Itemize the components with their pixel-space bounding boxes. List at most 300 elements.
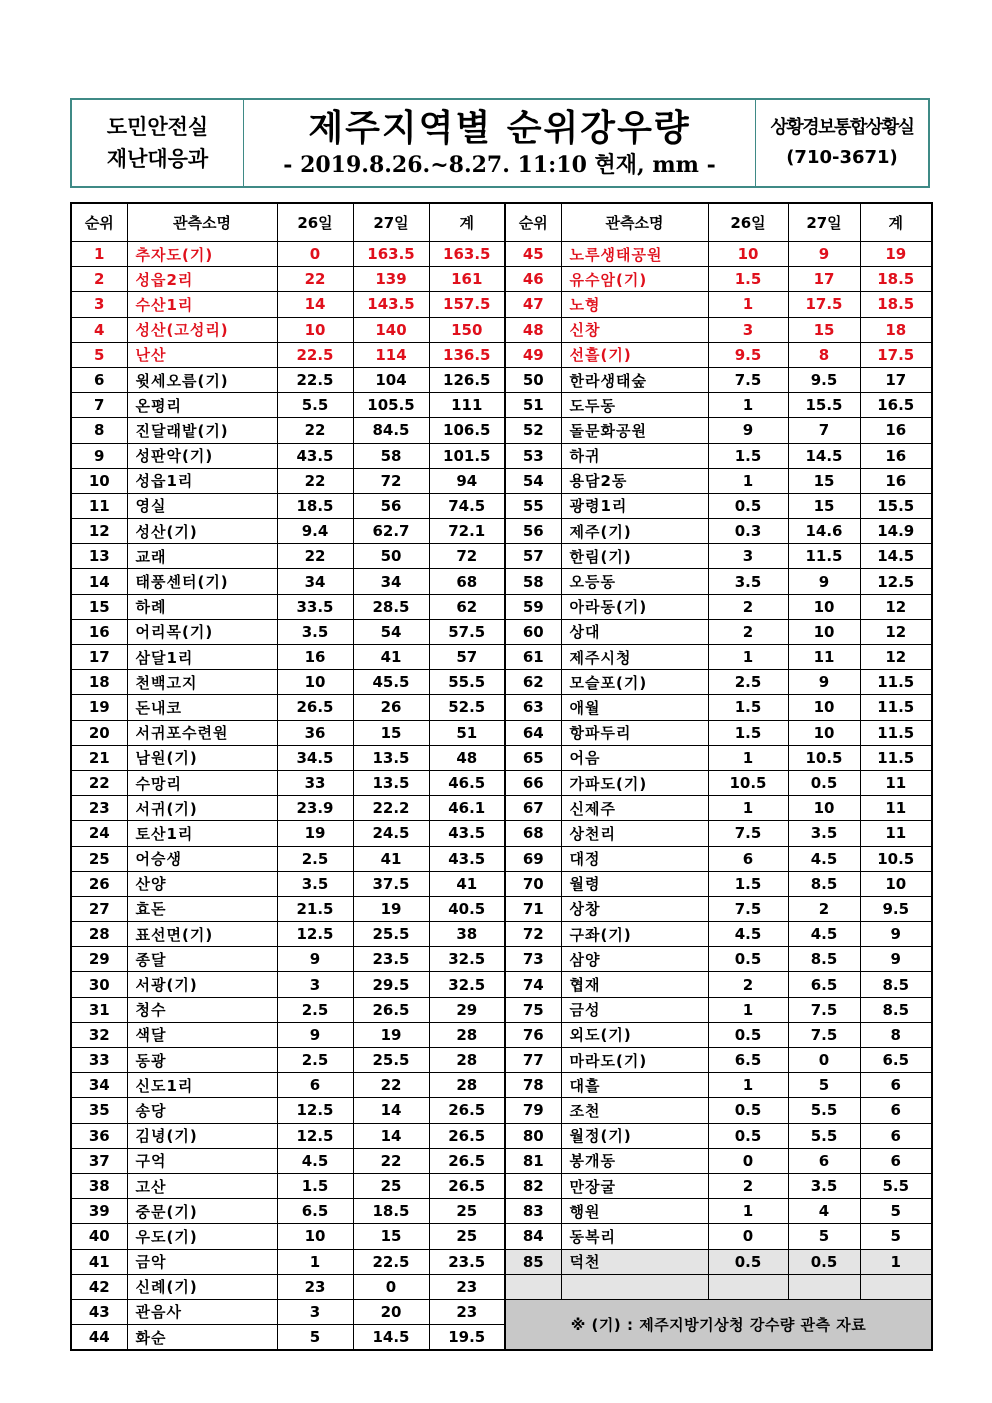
day26-cell: 10 xyxy=(277,1224,353,1249)
station-cell: 난산 xyxy=(127,342,277,367)
rank-cell: 34 xyxy=(71,1073,127,1098)
day27-cell: 50 xyxy=(353,544,429,569)
total-cell: 10.5 xyxy=(860,846,932,871)
day27-cell: 10.5 xyxy=(788,745,860,770)
table-row xyxy=(71,267,932,292)
total-cell: 136.5 xyxy=(429,342,505,367)
total-cell: 5 xyxy=(860,1199,932,1224)
day27-cell: 4 xyxy=(788,1199,860,1224)
rank-cell: 81 xyxy=(505,1148,561,1173)
table-row xyxy=(71,695,932,720)
day27-cell: 14.5 xyxy=(788,443,860,468)
rank-cell: 12 xyxy=(71,519,127,544)
day26-cell: 16 xyxy=(277,645,353,670)
day26-cell: 6.5 xyxy=(277,1199,353,1224)
table-row xyxy=(71,871,932,896)
rank-cell: 42 xyxy=(71,1274,127,1299)
day27-cell: 23.5 xyxy=(353,947,429,972)
rank-cell: 15 xyxy=(71,594,127,619)
rank-cell: 84 xyxy=(505,1224,561,1249)
total-cell: 23 xyxy=(429,1274,505,1299)
table-row xyxy=(71,393,932,418)
station-cell: 교래 xyxy=(127,544,277,569)
day27-cell: 3.5 xyxy=(788,821,860,846)
rank-cell: 73 xyxy=(505,947,561,972)
total-cell: 38 xyxy=(429,922,505,947)
total-cell: 161 xyxy=(429,267,505,292)
day26-cell: 2 xyxy=(708,972,788,997)
col-day26-header: 26일 xyxy=(277,203,353,242)
total-cell: 55.5 xyxy=(429,670,505,695)
day26-cell: 2.5 xyxy=(277,1048,353,1073)
report-title: 제주지역별 순위강우량 xyxy=(308,108,691,149)
rank-cell: 50 xyxy=(505,367,561,392)
day26-cell: 2 xyxy=(708,594,788,619)
col-rank-header: 순위 xyxy=(505,203,561,242)
total-cell: 14.5 xyxy=(860,544,932,569)
rank-cell: 61 xyxy=(505,645,561,670)
total-cell: 101.5 xyxy=(429,443,505,468)
total-cell: 19 xyxy=(860,242,932,267)
table-row xyxy=(71,1073,932,1098)
rank-cell: 68 xyxy=(505,821,561,846)
rank-cell: 60 xyxy=(505,619,561,644)
rank-cell: 74 xyxy=(505,972,561,997)
day26-cell: 9 xyxy=(277,1022,353,1047)
rank-cell: 63 xyxy=(505,695,561,720)
station-cell: 중문(기) xyxy=(127,1199,277,1224)
day26-cell: 3 xyxy=(708,544,788,569)
total-cell: 40.5 xyxy=(429,896,505,921)
day27-cell: 140 xyxy=(353,317,429,342)
day26-cell: 7.5 xyxy=(708,821,788,846)
rank-cell: 58 xyxy=(505,569,561,594)
day27-cell: 0 xyxy=(788,1048,860,1073)
day27-cell: 143.5 xyxy=(353,292,429,317)
total-cell: 6 xyxy=(860,1148,932,1173)
station-cell: 상창 xyxy=(561,896,708,921)
station-cell: 김녕(기) xyxy=(127,1123,277,1148)
day27-cell: 22.2 xyxy=(353,796,429,821)
day27-cell: 7.5 xyxy=(788,1022,860,1047)
total-cell: 106.5 xyxy=(429,418,505,443)
rank-cell: 45 xyxy=(505,242,561,267)
table-body xyxy=(71,242,932,1351)
total-cell: 6 xyxy=(860,1123,932,1148)
day26-cell: 1 xyxy=(708,468,788,493)
col-day27-header: 27일 xyxy=(353,203,429,242)
station-cell: 추자도(기) xyxy=(127,242,277,267)
col-day26-header: 26일 xyxy=(708,203,788,242)
total-cell: 11 xyxy=(860,770,932,795)
empty-cell xyxy=(860,1274,932,1299)
station-cell: 수산1리 xyxy=(127,292,277,317)
day26-cell: 3.5 xyxy=(277,871,353,896)
day26-cell: 0.5 xyxy=(708,1022,788,1047)
day27-cell: 11.5 xyxy=(788,544,860,569)
total-cell: 157.5 xyxy=(429,292,505,317)
day26-cell: 23 xyxy=(277,1274,353,1299)
rank-cell: 32 xyxy=(71,1022,127,1047)
day27-cell: 22 xyxy=(353,1148,429,1173)
table-row xyxy=(71,745,932,770)
total-cell: 6 xyxy=(860,1073,932,1098)
total-cell: 43.5 xyxy=(429,821,505,846)
rank-cell: 66 xyxy=(505,770,561,795)
table-row xyxy=(71,670,932,695)
station-cell: 수망리 xyxy=(127,770,277,795)
office-phone: (710-3671) xyxy=(786,147,898,168)
day26-cell: 0.5 xyxy=(708,1098,788,1123)
day27-cell: 26 xyxy=(353,695,429,720)
rank-cell: 37 xyxy=(71,1148,127,1173)
station-cell: 아라동(기) xyxy=(561,594,708,619)
table-row xyxy=(71,821,932,846)
rank-cell: 67 xyxy=(505,796,561,821)
rank-cell: 9 xyxy=(71,443,127,468)
day26-cell: 12.5 xyxy=(277,1123,353,1148)
rank-cell: 38 xyxy=(71,1173,127,1198)
station-cell: 어음 xyxy=(561,745,708,770)
rank-cell: 43 xyxy=(71,1299,127,1324)
rank-cell: 56 xyxy=(505,519,561,544)
station-cell: 봉개동 xyxy=(561,1148,708,1173)
total-cell: 29 xyxy=(429,997,505,1022)
table-row xyxy=(71,1249,932,1274)
rank-cell: 40 xyxy=(71,1224,127,1249)
day26-cell: 1 xyxy=(708,393,788,418)
day26-cell: 26.5 xyxy=(277,695,353,720)
station-cell: 외도(기) xyxy=(561,1022,708,1047)
day26-cell: 1 xyxy=(708,645,788,670)
total-cell: 25 xyxy=(429,1224,505,1249)
rank-cell: 48 xyxy=(505,317,561,342)
day27-cell: 15 xyxy=(788,468,860,493)
station-cell: 유수암(기) xyxy=(561,267,708,292)
rank-cell: 22 xyxy=(71,770,127,795)
station-cell: 어승생 xyxy=(127,846,277,871)
day27-cell: 8.5 xyxy=(788,871,860,896)
total-cell: 15.5 xyxy=(860,493,932,518)
col-total-header: 계 xyxy=(429,203,505,242)
day26-cell: 2.5 xyxy=(708,670,788,695)
day26-cell: 10 xyxy=(277,317,353,342)
rank-cell: 85 xyxy=(505,1249,561,1274)
station-cell: 돈내코 xyxy=(127,695,277,720)
station-cell: 동광 xyxy=(127,1048,277,1073)
station-cell: 도두동 xyxy=(561,393,708,418)
table-row xyxy=(71,720,932,745)
day26-cell: 5.5 xyxy=(277,393,353,418)
table-row xyxy=(71,317,932,342)
day26-cell: 6 xyxy=(277,1073,353,1098)
station-cell: 표선면(기) xyxy=(127,922,277,947)
total-cell: 26.5 xyxy=(429,1173,505,1198)
total-cell: 14.9 xyxy=(860,519,932,544)
rank-cell: 33 xyxy=(71,1048,127,1073)
total-cell: 72.1 xyxy=(429,519,505,544)
division-name: 재난대응과 xyxy=(106,147,209,171)
day27-cell: 25 xyxy=(353,1173,429,1198)
table-row xyxy=(71,519,932,544)
day27-cell: 5 xyxy=(788,1224,860,1249)
day27-cell: 15 xyxy=(788,493,860,518)
total-cell: 6.5 xyxy=(860,1048,932,1073)
station-cell: 하례 xyxy=(127,594,277,619)
day27-cell: 54 xyxy=(353,619,429,644)
station-cell: 조천 xyxy=(561,1098,708,1123)
rank-cell: 28 xyxy=(71,922,127,947)
day27-cell: 8 xyxy=(788,342,860,367)
rank-cell: 17 xyxy=(71,645,127,670)
department-name: 도민안전실 xyxy=(106,115,209,139)
day27-cell: 10 xyxy=(788,619,860,644)
day26-cell: 1 xyxy=(708,1073,788,1098)
day26-cell: 3 xyxy=(277,972,353,997)
title-box xyxy=(244,100,756,186)
day26-cell: 3 xyxy=(708,317,788,342)
total-cell: 1 xyxy=(860,1249,932,1274)
table-row xyxy=(71,292,932,317)
day26-cell: 3.5 xyxy=(277,619,353,644)
day27-cell: 37.5 xyxy=(353,871,429,896)
station-cell: 월정(기) xyxy=(561,1123,708,1148)
day27-cell: 41 xyxy=(353,846,429,871)
table-row xyxy=(71,594,932,619)
station-cell: 송당 xyxy=(127,1098,277,1123)
day26-cell: 1.5 xyxy=(708,695,788,720)
station-cell: 효돈 xyxy=(127,896,277,921)
rank-cell: 5 xyxy=(71,342,127,367)
rank-cell: 77 xyxy=(505,1048,561,1073)
rank-cell: 39 xyxy=(71,1199,127,1224)
day27-cell: 72 xyxy=(353,468,429,493)
day26-cell: 43.5 xyxy=(277,443,353,468)
total-cell: 74.5 xyxy=(429,493,505,518)
rank-cell: 71 xyxy=(505,896,561,921)
day26-cell: 22 xyxy=(277,468,353,493)
total-cell: 18.5 xyxy=(860,267,932,292)
station-cell: 항파두리 xyxy=(561,720,708,745)
table-row xyxy=(71,1199,932,1224)
station-cell: 성산(고성리) xyxy=(127,317,277,342)
rank-cell: 57 xyxy=(505,544,561,569)
day26-cell: 33 xyxy=(277,770,353,795)
total-cell: 8.5 xyxy=(860,997,932,1022)
rank-cell: 72 xyxy=(505,922,561,947)
day27-cell: 6 xyxy=(788,1148,860,1173)
station-cell: 노루생태공원 xyxy=(561,242,708,267)
day27-cell: 0.5 xyxy=(788,1249,860,1274)
table-row xyxy=(71,468,932,493)
total-cell: 12 xyxy=(860,619,932,644)
total-cell: 52.5 xyxy=(429,695,505,720)
day27-cell: 15 xyxy=(788,317,860,342)
station-cell: 윗세오름(기) xyxy=(127,367,277,392)
day27-cell: 6.5 xyxy=(788,972,860,997)
station-cell: 진달래밭(기) xyxy=(127,418,277,443)
day26-cell: 1 xyxy=(708,997,788,1022)
total-cell: 5.5 xyxy=(860,1173,932,1198)
total-cell: 17 xyxy=(860,367,932,392)
total-cell: 9 xyxy=(860,922,932,947)
rank-cell: 6 xyxy=(71,367,127,392)
day26-cell: 9.4 xyxy=(277,519,353,544)
rainfall-table-wrapper xyxy=(70,202,933,1351)
col-station-header: 관측소명 xyxy=(127,203,277,242)
station-cell: 덕천 xyxy=(561,1249,708,1274)
rank-cell: 80 xyxy=(505,1123,561,1148)
station-cell: 서귀(기) xyxy=(127,796,277,821)
total-cell: 43.5 xyxy=(429,846,505,871)
rank-cell: 19 xyxy=(71,695,127,720)
day27-cell: 45.5 xyxy=(353,670,429,695)
day26-cell: 12.5 xyxy=(277,922,353,947)
total-cell: 72 xyxy=(429,544,505,569)
day27-cell: 9 xyxy=(788,670,860,695)
day27-cell: 104 xyxy=(353,367,429,392)
rank-cell: 4 xyxy=(71,317,127,342)
rank-cell: 59 xyxy=(505,594,561,619)
day26-cell: 2 xyxy=(708,1173,788,1198)
station-cell: 성읍1리 xyxy=(127,468,277,493)
day26-cell: 34 xyxy=(277,569,353,594)
day27-cell: 56 xyxy=(353,493,429,518)
day26-cell: 1.5 xyxy=(708,443,788,468)
rank-cell: 23 xyxy=(71,796,127,821)
station-cell: 삼달1리 xyxy=(127,645,277,670)
day26-cell: 1 xyxy=(708,745,788,770)
total-cell: 94 xyxy=(429,468,505,493)
table-row xyxy=(71,493,932,518)
empty-cell xyxy=(788,1274,860,1299)
station-cell: 태풍센터(기) xyxy=(127,569,277,594)
table-row xyxy=(71,645,932,670)
day27-cell: 58 xyxy=(353,443,429,468)
day26-cell: 1.5 xyxy=(708,720,788,745)
total-cell: 150 xyxy=(429,317,505,342)
day27-cell: 9 xyxy=(788,569,860,594)
rank-cell: 36 xyxy=(71,1123,127,1148)
rank-cell: 53 xyxy=(505,443,561,468)
station-cell: 화순 xyxy=(127,1325,277,1351)
station-cell: 성판악(기) xyxy=(127,443,277,468)
table-row xyxy=(71,922,932,947)
day26-cell: 7.5 xyxy=(708,367,788,392)
table-row xyxy=(71,1274,932,1299)
rank-cell: 20 xyxy=(71,720,127,745)
rank-cell: 2 xyxy=(71,267,127,292)
table-row xyxy=(71,770,932,795)
rank-cell: 69 xyxy=(505,846,561,871)
total-cell: 16 xyxy=(860,468,932,493)
source-note: ※ (기) : 제주지방기상청 강수량 관측 자료 xyxy=(505,1299,932,1350)
total-cell: 32.5 xyxy=(429,972,505,997)
station-cell: 어리목(기) xyxy=(127,619,277,644)
total-cell: 28 xyxy=(429,1048,505,1073)
total-cell: 17.5 xyxy=(860,342,932,367)
day27-cell: 19 xyxy=(353,896,429,921)
col-station-header: 관측소명 xyxy=(561,203,708,242)
day27-cell: 14.5 xyxy=(353,1325,429,1351)
day26-cell: 22 xyxy=(277,267,353,292)
total-cell: 18.5 xyxy=(860,292,932,317)
rank-cell: 16 xyxy=(71,619,127,644)
day27-cell: 15 xyxy=(353,1224,429,1249)
total-cell: 62 xyxy=(429,594,505,619)
total-cell: 16.5 xyxy=(860,393,932,418)
day26-cell: 21.5 xyxy=(277,896,353,921)
station-cell: 상대 xyxy=(561,619,708,644)
day27-cell: 8.5 xyxy=(788,947,860,972)
table-row xyxy=(71,896,932,921)
rank-cell: 55 xyxy=(505,493,561,518)
rank-cell: 64 xyxy=(505,720,561,745)
table-row xyxy=(71,796,932,821)
rank-cell: 26 xyxy=(71,871,127,896)
rank-cell: 31 xyxy=(71,997,127,1022)
station-cell: 천백고지 xyxy=(127,670,277,695)
day26-cell: 4.5 xyxy=(277,1148,353,1173)
rank-cell: 47 xyxy=(505,292,561,317)
rank-cell: 13 xyxy=(71,544,127,569)
day27-cell: 14 xyxy=(353,1123,429,1148)
day27-cell: 25.5 xyxy=(353,1048,429,1073)
day27-cell: 20 xyxy=(353,1299,429,1324)
table-row xyxy=(71,846,932,871)
day26-cell: 0.5 xyxy=(708,493,788,518)
rank-cell: 65 xyxy=(505,745,561,770)
day27-cell: 5.5 xyxy=(788,1123,860,1148)
rank-cell: 30 xyxy=(71,972,127,997)
rank-cell: 27 xyxy=(71,896,127,921)
day27-cell: 5.5 xyxy=(788,1098,860,1123)
rank-cell: 1 xyxy=(71,242,127,267)
total-cell: 111 xyxy=(429,393,505,418)
total-cell: 18 xyxy=(860,317,932,342)
station-cell: 대흘 xyxy=(561,1073,708,1098)
day27-cell: 26.5 xyxy=(353,997,429,1022)
rank-cell: 46 xyxy=(505,267,561,292)
table-row xyxy=(71,443,932,468)
station-cell: 마라도(기) xyxy=(561,1048,708,1073)
total-cell: 57 xyxy=(429,645,505,670)
col-total-header: 계 xyxy=(860,203,932,242)
day27-cell: 17.5 xyxy=(788,292,860,317)
day26-cell: 34.5 xyxy=(277,745,353,770)
station-cell: 노형 xyxy=(561,292,708,317)
station-cell: 신례(기) xyxy=(127,1274,277,1299)
rank-cell: 14 xyxy=(71,569,127,594)
total-cell: 8.5 xyxy=(860,972,932,997)
table-row xyxy=(71,1098,932,1123)
total-cell: 46.1 xyxy=(429,796,505,821)
day27-cell: 41 xyxy=(353,645,429,670)
day26-cell: 0 xyxy=(708,1148,788,1173)
day26-cell: 1 xyxy=(277,1249,353,1274)
day27-cell: 14 xyxy=(353,1098,429,1123)
day26-cell: 6 xyxy=(708,846,788,871)
station-cell: 오등동 xyxy=(561,569,708,594)
day27-cell: 22.5 xyxy=(353,1249,429,1274)
day26-cell: 18.5 xyxy=(277,493,353,518)
station-cell: 남원(기) xyxy=(127,745,277,770)
day27-cell: 0 xyxy=(353,1274,429,1299)
station-cell: 신제주 xyxy=(561,796,708,821)
rank-cell: 8 xyxy=(71,418,127,443)
table-row xyxy=(71,619,932,644)
day27-cell: 29.5 xyxy=(353,972,429,997)
